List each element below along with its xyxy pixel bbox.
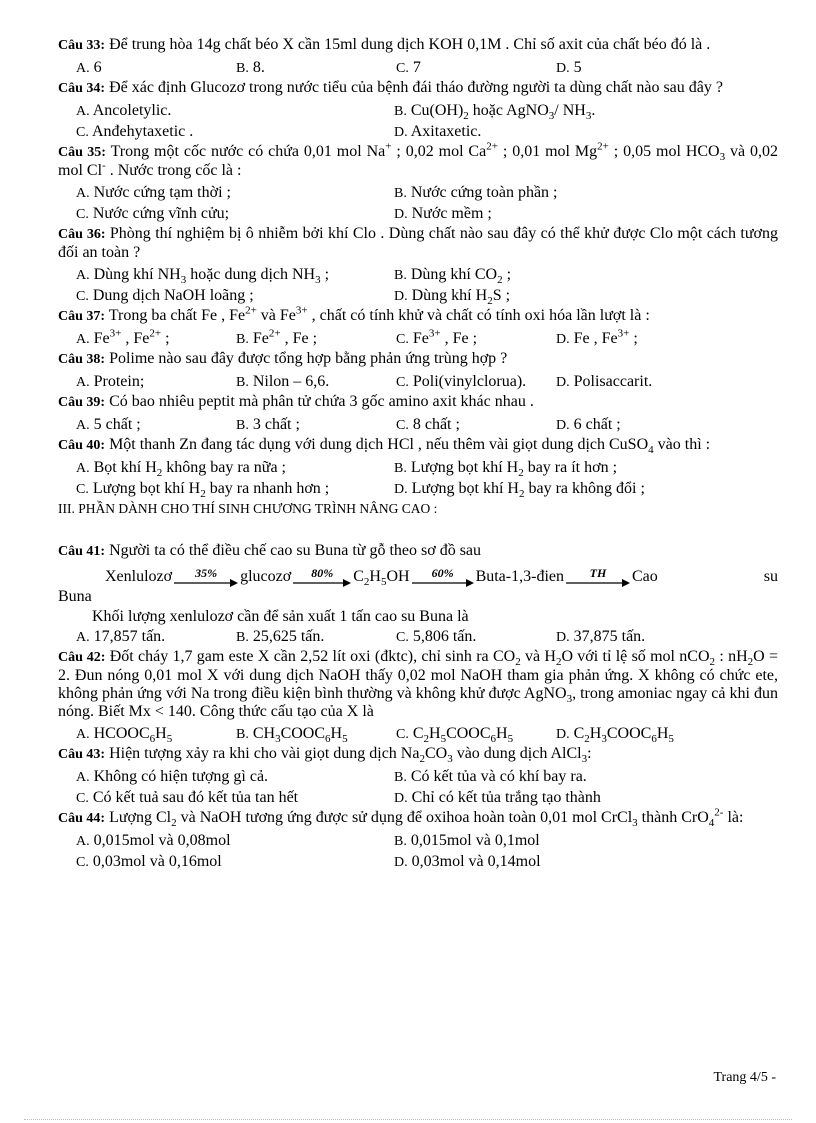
- question: [58, 745, 778, 809]
- answer-option[interactable]: [396, 415, 556, 436]
- option-text: Có kết tuả sau đó kết tủa tan hết: [92, 789, 299, 806]
- answer-options: [76, 58, 778, 79]
- question-number: Câu 34:: [58, 81, 106, 96]
- option-letter: A.: [76, 418, 90, 433]
- option-text: $Fe^{3+}$ , $Fe^{2+}$ ;: [93, 327, 170, 347]
- arrow-yield: 60%: [431, 566, 454, 580]
- questions-part-b: [58, 648, 778, 873]
- answer-option[interactable]: [76, 458, 394, 479]
- option-text: Fe , $Fe^{3+}$ ;: [573, 327, 638, 347]
- answer-option[interactable]: [556, 724, 716, 745]
- option-text: 8.: [252, 59, 265, 76]
- answer-option[interactable]: [76, 204, 394, 225]
- question-text: [58, 79, 778, 98]
- arrow-label: TH: [589, 566, 607, 580]
- answer-option[interactable]: [76, 852, 394, 873]
- question: [58, 436, 778, 500]
- answer-option[interactable]: [394, 101, 712, 122]
- option-letter: B.: [394, 104, 407, 119]
- question: [58, 225, 778, 307]
- question-number: Câu 39:: [58, 395, 106, 410]
- option-letter: D.: [394, 855, 408, 870]
- option-letter: A.: [76, 104, 90, 119]
- answer-option[interactable]: [394, 767, 712, 788]
- question-body: Hiện tượng xảy ra khi cho vài giọt dung dịch $Na_2CO_3$ vào dung dịch AlCl$_3$:: [109, 745, 592, 766]
- option-letter: A.: [76, 727, 90, 742]
- option-letter: D.: [394, 207, 408, 222]
- question-text: [58, 140, 779, 180]
- option-letter: C.: [76, 855, 89, 870]
- option-letter: B.: [394, 770, 407, 785]
- answer-options: [76, 329, 778, 350]
- option-text: Dung dịch NaOH loãng ;: [92, 287, 254, 304]
- answer-option[interactable]: [394, 122, 712, 143]
- arrow-icon: [412, 579, 474, 587]
- option-letter: C.: [396, 375, 409, 390]
- question-number: Câu 33:: [58, 38, 106, 53]
- option-text: Dùng khí $NH_3$ hoặc dung dịch $NH_3$ ;: [93, 266, 330, 287]
- question-text: [58, 806, 778, 830]
- option-letter: A.: [76, 834, 90, 849]
- option-text: Nước cứng toàn phần ;: [410, 184, 558, 201]
- option-text: Dùng khí $H_2S$ ;: [411, 287, 511, 308]
- option-letter: C.: [396, 630, 409, 645]
- question-text: Câu 41: Người ta có thể điều chế cao su Buna từ gỗ theo sơ đồ sau: [58, 542, 482, 559]
- option-text: Nilon – 6,6.: [252, 373, 330, 390]
- answer-option[interactable]: [76, 329, 236, 350]
- option-letter: C.: [76, 207, 89, 222]
- option-letter: A.: [76, 268, 90, 283]
- answer-option[interactable]: [394, 831, 712, 852]
- question-body: Để trung hòa 14g chất béo X cần 15ml dung dịch KOH 0,1M . Chỉ số axit của chất béo đó là .: [109, 36, 711, 53]
- questions-part-a: [58, 36, 778, 500]
- question-number: Câu 43:: [58, 747, 106, 762]
- option-text: 17,857 tấn.: [93, 628, 166, 645]
- option-text: Lượng bọt khí $H_2$ bay ra không đổi ;: [411, 480, 645, 501]
- option-text: 6 chất ;: [573, 416, 621, 433]
- answer-option[interactable]: [556, 329, 716, 350]
- option-letter: D.: [556, 332, 570, 347]
- option-text: 7: [412, 59, 421, 76]
- answer-option[interactable]: [396, 329, 556, 350]
- option-letter: B.: [236, 630, 249, 645]
- section-title: III. PHẦN DÀNH CHO THÍ SINH CHƯƠNG TRÌNH NÂNG CAO :: [58, 501, 438, 516]
- answer-options: [76, 788, 778, 809]
- answer-option[interactable]: [556, 58, 716, 79]
- option-text: $Fe^{2+}$ , Fe ;: [252, 327, 318, 347]
- option-letter: D.: [394, 289, 408, 304]
- answer-option[interactable]: [236, 329, 396, 350]
- arrow-yield: 80%: [311, 566, 334, 580]
- answer-options: [76, 204, 778, 225]
- arrow-yield: 35%: [195, 566, 218, 580]
- option-text: $C_2H_5COOC_6H_5$: [412, 725, 514, 746]
- answer-option[interactable]: [76, 724, 236, 745]
- option-letter: D.: [556, 630, 570, 645]
- question-body: Trong ba chất Fe , $Fe^{2+}$ và $Fe^{3+}$ , chất có tính khử và chất có tính oxi hóa lần lượt là :: [108, 304, 650, 324]
- question-number: Câu 44:: [58, 811, 106, 826]
- answer-options: [76, 724, 778, 745]
- answer-option[interactable]: [76, 58, 236, 79]
- option-letter: D.: [556, 727, 570, 742]
- option-letter: B.: [394, 268, 407, 283]
- answer-option[interactable]: [394, 788, 712, 809]
- answer-option[interactable]: [76, 627, 236, 648]
- option-text: Ancoletylic.: [92, 102, 172, 119]
- answer-option[interactable]: [76, 183, 394, 204]
- answer-option[interactable]: [236, 372, 396, 393]
- answer-option[interactable]: [394, 286, 712, 307]
- answer-options: [76, 767, 778, 788]
- question-number: Câu 42:: [58, 650, 106, 665]
- scheme-substance: Xenlulozơ: [105, 568, 173, 585]
- answer-option[interactable]: [394, 458, 712, 479]
- question-body: Phòng thí nghiệm bị ô nhiễm bởi khí Clo . Dùng chất nào sau đây có thể khử được Clo một cách tương đối an toàn ?: [58, 225, 778, 261]
- option-letter: A.: [76, 375, 90, 390]
- answer-option[interactable]: [394, 204, 712, 225]
- answer-option[interactable]: [76, 415, 236, 436]
- question-body: Một thanh Zn đang tác dụng với dung dịch HCl , nếu thêm vài giọt dung dịch CuSO$_4$ vào thì :: [109, 436, 711, 457]
- answer-options: [76, 627, 778, 648]
- arrow-icon: [174, 579, 238, 587]
- option-text: Nước cứng vĩnh cửu;: [92, 205, 230, 222]
- answer-options: [76, 183, 778, 204]
- option-text: 0,015mol và 0,08mol: [93, 832, 231, 849]
- option-text: Axitaxetic.: [410, 123, 482, 140]
- option-text: Dùng khí $CO_2$ ;: [410, 266, 512, 287]
- answer-option[interactable]: [394, 265, 712, 286]
- option-letter: C.: [76, 482, 89, 497]
- answer-option[interactable]: [396, 627, 556, 648]
- answer-option[interactable]: [394, 479, 712, 500]
- option-text: $C_2H_3COOC_6H_5$: [573, 725, 674, 746]
- option-text: 0,015mol và 0,1mol: [410, 832, 540, 849]
- option-letter: D.: [394, 125, 408, 140]
- question-number: Câu 38:: [58, 352, 106, 367]
- option-text: Bọt khí $H_2$ không bay ra nữa ;: [93, 459, 286, 480]
- option-text: Chỉ có kết tủa trắng tạo thành: [411, 789, 601, 806]
- option-text: Không có hiện tượng gì cả.: [93, 768, 269, 785]
- answer-option[interactable]: [76, 767, 394, 788]
- option-letter: B.: [394, 834, 407, 849]
- answer-option[interactable]: [556, 627, 716, 648]
- question: [58, 304, 778, 350]
- page-number: Trang 4/5 -: [713, 1070, 776, 1085]
- question-subtext: Khối lượng xenlulozơ cần để sản xuất 1 tấn cao su Buna là: [92, 608, 469, 625]
- page-content: [58, 36, 778, 873]
- option-letter: C.: [396, 61, 409, 76]
- option-letter: D.: [394, 791, 408, 806]
- option-letter: A.: [76, 61, 90, 76]
- option-letter: A.: [76, 461, 90, 476]
- answer-option[interactable]: [76, 101, 394, 122]
- question-text: [58, 225, 778, 262]
- option-text: 6: [93, 59, 102, 76]
- question-number: Câu 36:: [58, 227, 106, 242]
- option-text: $Cu(OH)_2$ hoặc AgNO$_3$/ $NH_3$.: [410, 102, 596, 123]
- option-letter: C.: [396, 727, 409, 742]
- option-text: Có kết tủa và có khí bay ra.: [410, 768, 587, 785]
- question-number: Câu 41:: [58, 544, 106, 559]
- question-body: Có bao nhiêu peptit mà phân tử chứa 3 gốc amino axit khác nhau .: [109, 393, 534, 410]
- option-text: Lượng bọt khí $H_2$ bay ra nhanh hơn ;: [92, 480, 330, 501]
- answer-options: [76, 122, 778, 143]
- option-text: 3 chất ;: [252, 416, 300, 433]
- answer-option[interactable]: [396, 372, 556, 393]
- option-letter: A.: [76, 630, 90, 645]
- answer-options: [76, 101, 778, 122]
- option-letter: C.: [76, 289, 89, 304]
- question: [58, 140, 779, 225]
- question-body: Trong một cốc nước có chứa 0,01 mol Na+ ; 0,02 mol $Ca^{2+}$ ; 0,01 mol $Mg^{2+}$ ; 0,05 mol $HCO_3$ và 0,02 mol Cl- . Nước trong cốc là :: [58, 140, 779, 179]
- option-letter: A.: [76, 186, 90, 201]
- answer-option[interactable]: [76, 479, 394, 500]
- option-text: Polisaccarit.: [573, 373, 653, 390]
- answer-option[interactable]: [76, 372, 236, 393]
- option-letter: D.: [556, 61, 570, 76]
- option-letter: C.: [396, 418, 409, 433]
- option-letter: B.: [236, 332, 249, 347]
- answer-option[interactable]: [236, 58, 396, 79]
- option-text: 25,625 tấn.: [252, 628, 325, 645]
- answer-option[interactable]: [76, 286, 394, 307]
- question-number: Câu 40:: [58, 438, 106, 453]
- option-text: Lượng bọt khí $H_2$ bay ra ít hơn ;: [410, 459, 618, 480]
- scheme-substance: glucozơ: [240, 568, 292, 585]
- question: [58, 350, 778, 393]
- scheme-substance: su: [763, 568, 778, 585]
- question-41: [58, 542, 778, 648]
- answer-option[interactable]: [76, 831, 394, 852]
- scheme-substance: Cao: [631, 568, 658, 585]
- question: [58, 806, 778, 873]
- option-text: 0,03mol và 0,14mol: [411, 853, 541, 870]
- question-body: Polime nào sau đây được tổng hợp bằng phản ứng trùng hợp ?: [109, 350, 508, 367]
- answer-option[interactable]: [396, 58, 556, 79]
- question-text: [58, 436, 778, 455]
- option-text: 0,03mol và 0,16mol: [92, 853, 222, 870]
- question-text: [58, 350, 778, 369]
- question-text: [58, 393, 778, 412]
- answer-options: [76, 479, 778, 500]
- reaction-arrow: [293, 567, 351, 587]
- answer-option[interactable]: [396, 724, 556, 745]
- answer-option[interactable]: [394, 183, 712, 204]
- option-text: $Fe^{3+}$ , Fe ;: [412, 327, 478, 347]
- answer-option[interactable]: [76, 122, 394, 143]
- option-text: Protein;: [93, 373, 145, 390]
- option-text: Nước cứng tạm thời ;: [93, 184, 231, 201]
- question-text: [58, 648, 778, 721]
- option-letter: B.: [236, 727, 249, 742]
- question: [58, 393, 778, 436]
- answer-option[interactable]: [76, 788, 394, 809]
- option-letter: D.: [556, 375, 570, 390]
- option-text: $CH_3COOC_6H_5$: [252, 725, 348, 746]
- option-letter: A.: [76, 332, 90, 347]
- option-text: 37,875 tấn.: [573, 628, 646, 645]
- option-text: Anđehytaxetic .: [91, 123, 194, 140]
- answer-option[interactable]: [394, 852, 712, 873]
- reaction-arrow: [566, 567, 630, 587]
- option-letter: C.: [76, 791, 89, 806]
- option-letter: C.: [76, 125, 89, 140]
- option-letter: B.: [394, 186, 407, 201]
- reaction-arrow: [174, 567, 238, 587]
- option-text: 8 chất ;: [412, 416, 460, 433]
- answer-option[interactable]: [236, 415, 396, 436]
- question-text: [58, 36, 778, 55]
- answer-option[interactable]: [76, 265, 394, 286]
- question-body: Lượng $Cl_2$ và NaOH tương ứng được sử dụng để oxihoa hoàn toàn 0,01 mol CrCl$_3$ thành CrO$_4^{2-}$ là:: [109, 806, 744, 830]
- arrow-icon: [566, 579, 630, 587]
- question-text: [58, 304, 778, 326]
- question-body: Để xác định Glucozơ trong nước tiểu của bệnh đái tháo đường người ta dùng chất nào sau đây ?: [109, 79, 723, 96]
- answer-options: [76, 415, 778, 436]
- option-letter: B.: [236, 375, 249, 390]
- question-number: Câu 37:: [58, 309, 106, 324]
- answer-option[interactable]: [556, 372, 716, 393]
- answer-option[interactable]: [236, 627, 396, 648]
- answer-option[interactable]: [556, 415, 716, 436]
- arrow-icon: [293, 579, 351, 587]
- option-text: Poli(vinylclorua).: [412, 373, 527, 390]
- answer-options: [76, 831, 778, 852]
- option-text: 5: [573, 59, 582, 76]
- answer-options: [76, 372, 778, 393]
- option-text: $HCOOC_6H_5$: [93, 725, 173, 746]
- option-letter: B.: [236, 418, 249, 433]
- scheme-continuation: Buna: [58, 588, 92, 605]
- answer-options: [76, 852, 778, 873]
- scheme-substance: Buta-1,3-đien: [475, 568, 564, 585]
- question-body: Đốt cháy 1,7 gam este X cần 2,52 lít oxi (đktc), chỉ sinh ra $CO_2$ và $H_2O$ với tỉ lệ số mol nCO$_2$ : $nH_2O = 2$. Đun nóng 0,01 mol X với dung dịch NaOH thấy 0,02 mol NaOH tham gia phản ứng. X không có chức ete, không phản ứng với Na trong điều kiện bình thường và không khử được AgNO$_3$, trong amoniac ngay cả khi đun nóng. Biết Mx < 140. Công thức cấu tạo của X là: [58, 648, 779, 720]
- answer-options: [76, 265, 778, 286]
- option-letter: A.: [76, 770, 90, 785]
- question: [58, 36, 778, 79]
- question: [58, 648, 778, 745]
- page-divider: [24, 1119, 792, 1120]
- question-text: [58, 745, 778, 764]
- reaction-arrow: [412, 567, 474, 587]
- scheme-substance: $C_2H_5OH$: [353, 568, 410, 589]
- answer-options: [76, 286, 778, 307]
- answer-option[interactable]: [236, 724, 396, 745]
- option-letter: D.: [394, 482, 408, 497]
- reaction-scheme: [105, 567, 778, 587]
- option-letter: C.: [396, 332, 409, 347]
- answer-options: [76, 458, 778, 479]
- option-letter: B.: [394, 461, 407, 476]
- option-letter: B.: [236, 61, 249, 76]
- question-number: Câu 35:: [58, 145, 106, 160]
- option-letter: D.: [556, 418, 570, 433]
- question: [58, 79, 778, 143]
- option-text: 5,806 tấn.: [412, 628, 477, 645]
- option-text: Nước mềm ;: [411, 205, 492, 222]
- option-text: 5 chất ;: [93, 416, 141, 433]
